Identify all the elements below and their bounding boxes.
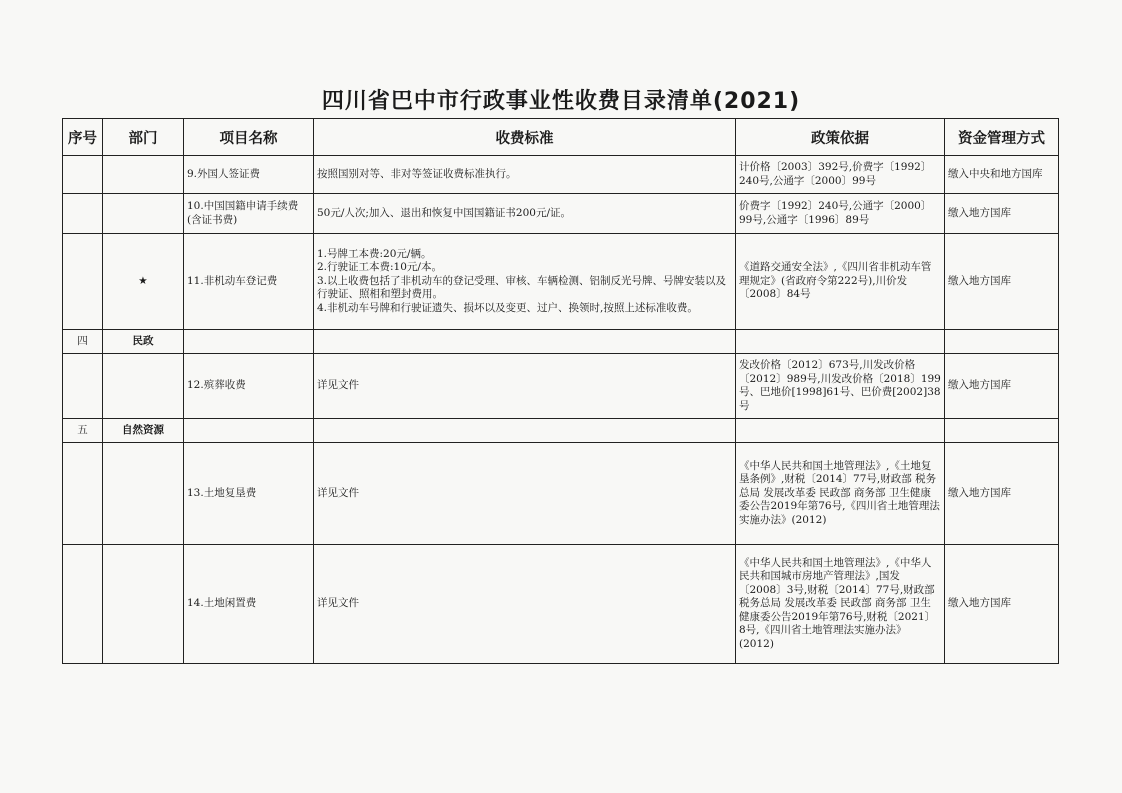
row-basis: 《道路交通安全法》,《四川省非机动车管理规定》(省政府令第222号),川价发〔2008〕84号 <box>736 234 945 330</box>
row-standard: 50元/人次;加入、退出和恢复中国国籍证书200元/证。 <box>314 194 736 234</box>
row-fund: 缴入地方国库 <box>945 354 1059 419</box>
fee-table <box>62 118 1059 664</box>
table-row <box>63 156 1059 194</box>
header-item: 项目名称 <box>184 119 314 156</box>
section-no: 五 <box>63 419 103 443</box>
row-basis: 《中华人民共和国土地管理法》,《中华人民共和国城市房地产管理法》,国发〔2008〕3号,财税〔2014〕77号,财政部 税务总局 发展改革委 民政部 商务部 卫生健康委公告2019年第76号,财税〔2021〕8号,《四川省土地管理法实施办法》(2012) <box>736 545 945 664</box>
row-standard: 详见文件 <box>314 545 736 664</box>
row-standard: 按照国别对等、非对等签证收费标准执行。 <box>314 156 736 194</box>
row-dept <box>103 156 184 194</box>
row-item: 10.中国国籍申请手续费(含证书费) <box>184 194 314 234</box>
header-no: 序号 <box>63 119 103 156</box>
row-item: 14.土地闲置费 <box>184 545 314 664</box>
row-fund: 缴入地方国库 <box>945 234 1059 330</box>
header-basis: 政策依据 <box>736 119 945 156</box>
row-basis: 发改价格〔2012〕673号,川发改价格〔2012〕989号,川发改价格〔2018〕199号、巴地价[1998]61号、巴价费[2002]38号 <box>736 354 945 419</box>
row-fund: 缴入地方国库 <box>945 545 1059 664</box>
header-fund: 资金管理方式 <box>945 119 1059 156</box>
table-row <box>63 443 1059 545</box>
row-fund: 缴入中央和地方国库 <box>945 156 1059 194</box>
row-basis: 计价格〔2003〕392号,价费字〔1992〕240号,公通字〔2000〕99号 <box>736 156 945 194</box>
row-fund: 缴入地方国库 <box>945 443 1059 545</box>
document-title: 四川省巴中市行政事业性收费目录清单(2021) <box>321 89 801 114</box>
row-standard: 详见文件 <box>314 354 736 419</box>
star-icon: ★ <box>103 234 184 330</box>
row-no <box>63 156 103 194</box>
table-row <box>63 545 1059 664</box>
table-header-row <box>63 119 1059 156</box>
row-item: 9.外国人签证费 <box>184 156 314 194</box>
row-dept <box>103 194 184 234</box>
row-basis: 价费字〔1992〕240号,公通字〔2000〕99号,公通字〔1996〕89号 <box>736 194 945 234</box>
header-dept: 部门 <box>103 119 184 156</box>
table-row <box>63 194 1059 234</box>
row-item: 11.非机动车登记费 <box>184 234 314 330</box>
row-no <box>63 234 103 330</box>
section-name: 自然资源 <box>103 419 184 443</box>
table-row <box>63 234 1059 330</box>
section-name: 民政 <box>103 330 184 354</box>
section-row <box>63 419 1059 443</box>
section-no: 四 <box>63 330 103 354</box>
row-item: 12.殡葬收费 <box>184 354 314 419</box>
row-basis: 《中华人民共和国土地管理法》,《土地复垦条例》,财税〔2014〕77号,财政部 税务总局 发展改革委 民政部 商务部 卫生健康委公告2019年第76号,《四川省土地管理法实施办法》(2012) <box>736 443 945 545</box>
row-standard: 1.号牌工本费:20元/辆。 2.行驶证工本费:10元/本。 3.以上收费包括了非机动车的登记受理、审核、车辆检测、铝制反光号牌、号牌安装以及行驶证、照相和塑封费用。 4.非机动车号牌和行驶证遗失、损坏以及变更、过户、换领时,按照上述标准收费。 <box>314 234 736 330</box>
row-standard: 详见文件 <box>314 443 736 545</box>
row-fund: 缴入地方国库 <box>945 194 1059 234</box>
header-standard: 收费标准 <box>314 119 736 156</box>
row-item: 13.土地复垦费 <box>184 443 314 545</box>
row-no <box>63 194 103 234</box>
section-row <box>63 330 1059 354</box>
table-row <box>63 354 1059 419</box>
